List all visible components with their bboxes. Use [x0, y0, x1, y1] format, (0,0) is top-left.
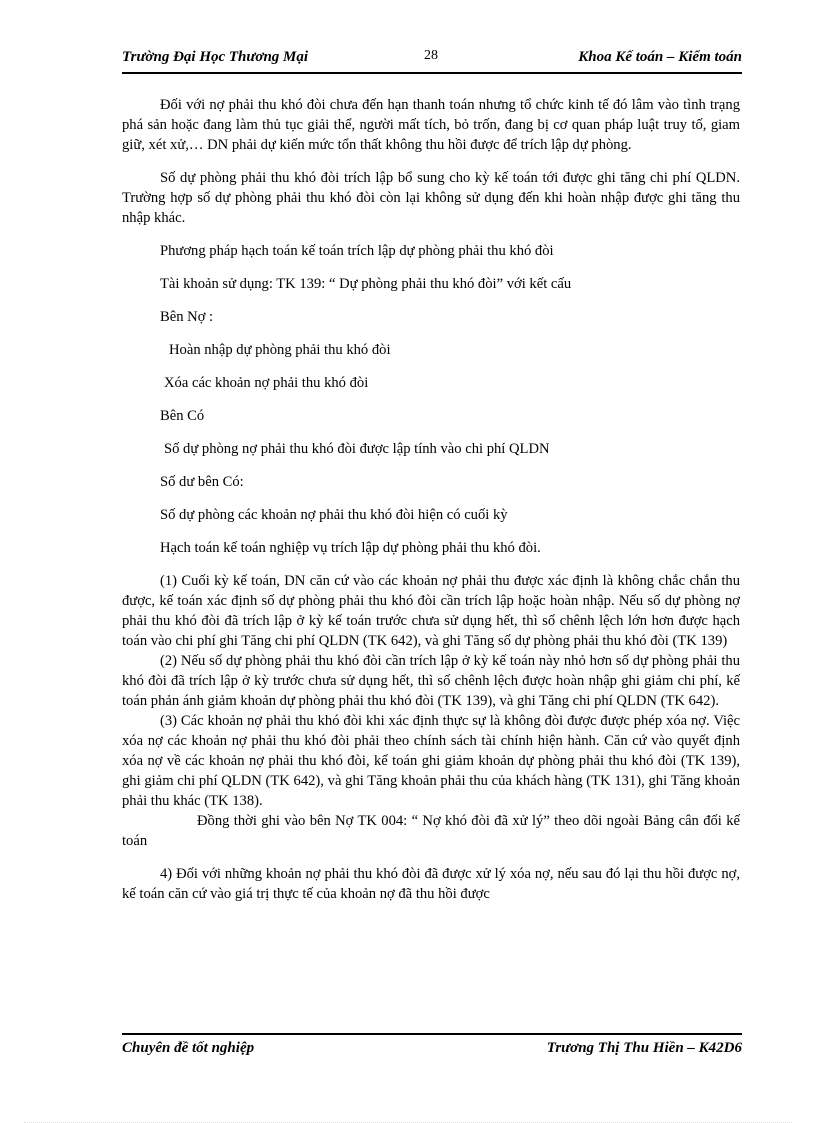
header-rule: [122, 72, 742, 74]
debit-item-2: Xóa các khoản nợ phải thu khó đòi: [164, 375, 369, 391]
paragraph-15: (3) Các khoản nợ phải thu khó đòi khi xác định thực sự là không đòi được được phép xóa nợ. Việc xóa nợ các khoản nợ phải thu khó đòi phải theo chính sách tài chính hiện hành. Căn cứ vào quyết định xóa nợ về các khoản nợ phải thu khó đòi, kế toán ghi giảm khoản dự phòng phải thu khó đòi (TK 139), ghi giảm chi phí QLDN (TK 642), và ghi Tăng khoản phải thu của khách hàng (TK 131), ghi Tăng khoản phải thu khác (TK 138).: [122, 713, 740, 809]
footer-author: Trương Thị Thu Hiền – K42D6: [546, 1040, 742, 1056]
footer-document-type: Chuyên đề tốt nghiệp: [122, 1040, 255, 1056]
credit-balance-item: Số dự phòng các khoản nợ phải thu khó đòi hiện có cuối kỳ: [160, 507, 508, 523]
credit-side-label: Bên Có: [160, 408, 205, 424]
document-body: [122, 95, 740, 904]
paragraph-13: (1) Cuối kỳ kế toán, DN căn cứ vào các khoản nợ phải thu được xác định là không chắc chắn thu được, kế toán xác định số dự phòng phải thu khó đòi cần trích lập hoặc hoàn nhập. Nếu số dự phòng nợ phải thu khó đòi đã trích lập ở kỳ kế toán trước chưa sử dụng hết, thì số chênh lệch lớn hơn được hạch toán vào chi phí ghi Tăng chi phí QLDN (TK 642), và ghi Tăng số dự phòng phải thu khó đòi (TK 139): [122, 573, 740, 649]
paragraph-3: Phương pháp hạch toán kế toán trích lập dự phòng phải thu khó đòi: [160, 243, 554, 259]
credit-item-1: Số dự phòng nợ phải thu khó đòi được lập tính vào chi phí QLDN: [164, 441, 550, 457]
debit-item-1: Hoàn nhập dự phòng phải thu khó đòi: [169, 342, 391, 358]
paragraph-1: Đối với nợ phải thu khó đòi chưa đến hạn thanh toán nhưng tổ chức kinh tế đó lâm vào tình trạng phá sản hoặc đang làm thủ tục giải thể, người mất tích, bỏ trốn, đang bị cơ quan pháp luật truy tố, giam giữ, xét xử,… DN phải dự kiến mức tổn thất không thu hồi được để trích lập dự phòng.: [122, 97, 740, 153]
credit-balance-label: Số dư bên Có:: [160, 474, 244, 490]
footer-rule: [122, 1033, 742, 1035]
paragraph-17: 4) Đối với những khoản nợ phải thu khó đòi đã được xử lý xóa nợ, nếu sau đó lại thu hồi được nợ, kế toán căn cứ vào giá trị thực tế của khoản nợ đã thu hồi được: [122, 866, 740, 902]
page-header: [122, 46, 742, 68]
paragraph-4: Tài khoản sử dụng: TK 139: “ Dự phòng phải thu khó đòi” với kết cấu: [160, 276, 572, 292]
paragraph-14: (2) Nếu số dự phòng phải thu khó đòi cần trích lập ở kỳ kế toán này nhỏ hơn số dự phòng phải thu khó đòi đã trích lập ở kỳ trước chưa sử dụng hết, thì số chênh lệch được hoàn nhập ghi giảm chi phí, kế toán phản ánh giảm khoản dự phòng phải thu khó đòi (TK 139), và ghi Tăng chi phí QLDN (TK 642).: [122, 653, 740, 709]
header-faculty-name: Khoa Kế toán – Kiểm toán: [578, 49, 742, 65]
paragraph-2: Số dự phòng phải thu khó đòi trích lập bổ sung cho kỳ kế toán tới được ghi tăng chi phí QLDN. Trường hợp số dự phòng phải thu khó đòi còn lại không sử dụng đến khi hoàn nhập được ghi tăng thu nhập khác.: [122, 170, 740, 226]
page-number: 28: [424, 48, 438, 63]
paragraph-12: Hạch toán kế toán nghiệp vụ trích lập dự phòng phải thu khó đòi.: [160, 540, 541, 556]
header-school-name: Trường Đại Học Thương Mại: [122, 49, 309, 65]
page-footer: [122, 1040, 742, 1062]
debit-side-label: Bên Nợ :: [160, 309, 214, 325]
paragraph-16: Đồng thời ghi vào bên Nợ TK 004: “ Nợ khó đòi đã xử lý” theo dõi ngoài Bảng cân đối kế toán: [122, 813, 740, 849]
